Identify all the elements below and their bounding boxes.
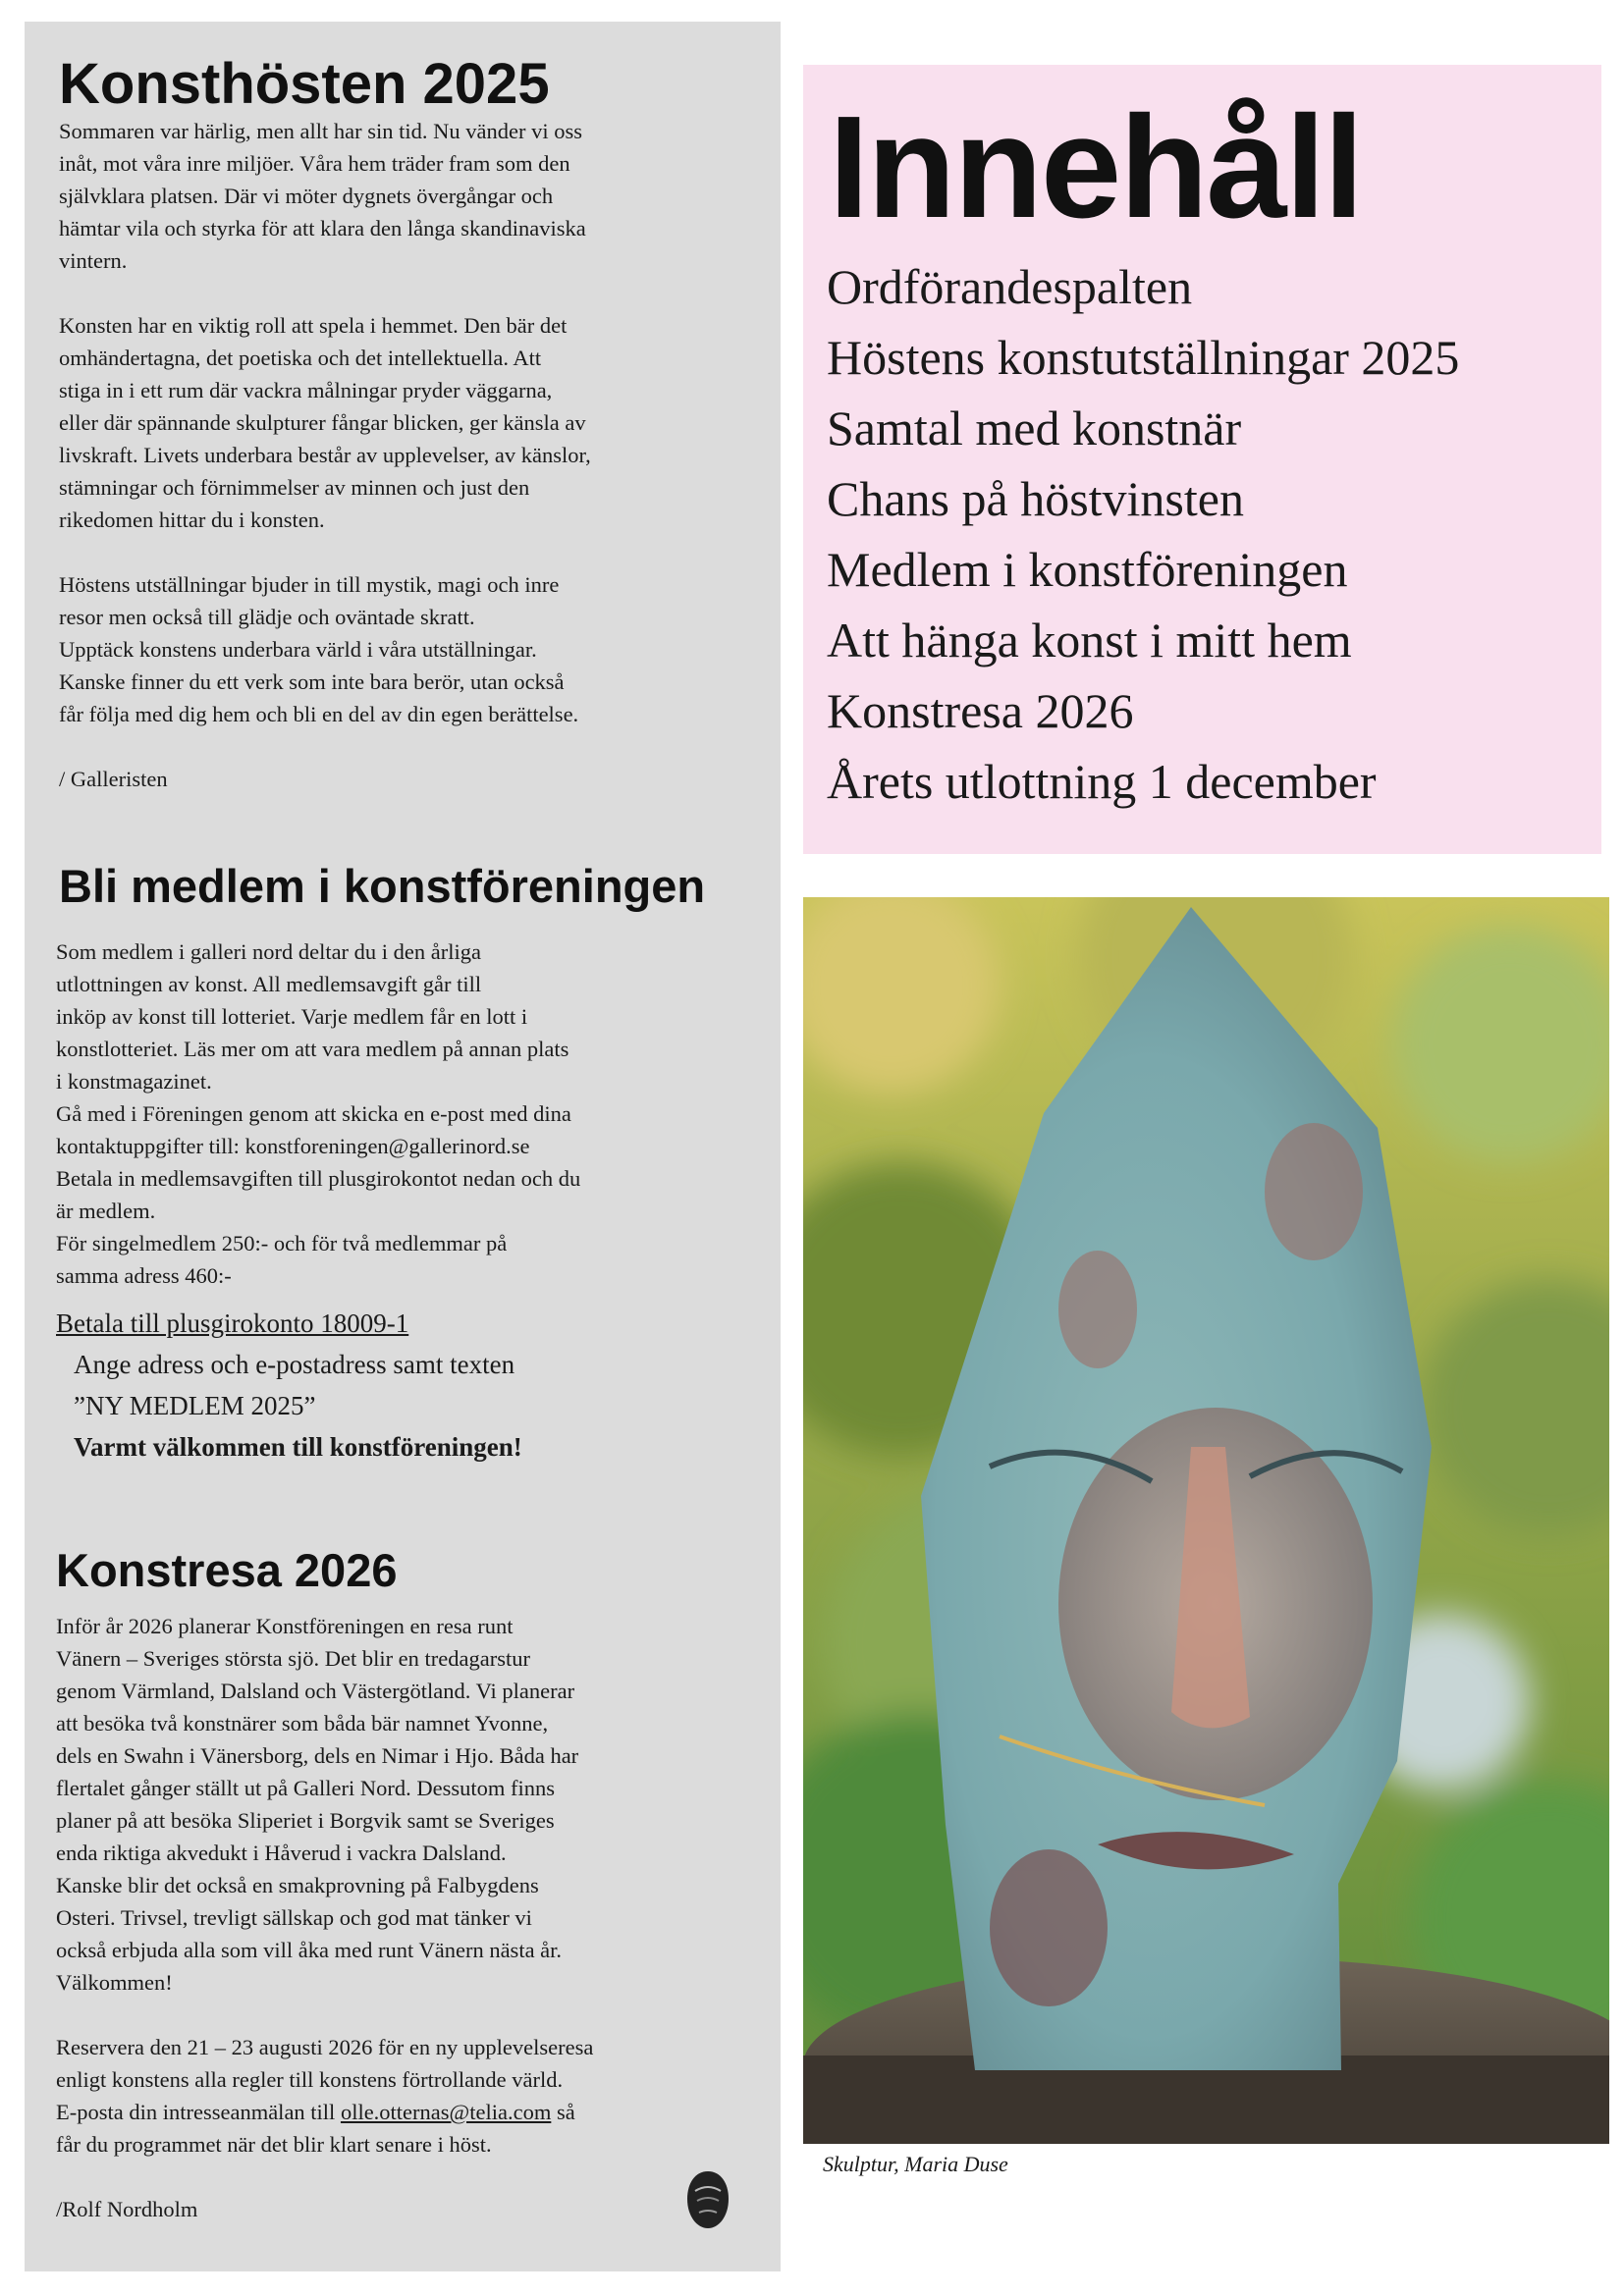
konstresa-paragraph-1 [56,1610,763,1999]
toc-item[interactable]: Samtal med konstnär [827,400,1242,455]
text-line: Konsten har en viktig roll att spela i hemmet. Den bär det [59,313,568,338]
text-line: rikedomen hittar du i konsten. [59,507,325,532]
text-line: Vänern – Sveriges största sjö. Det blir en tredagarstur [56,1646,530,1671]
text-line: dels en Swahn i Vänersborg, dels en Nimar i Hjo. Båda har [56,1743,579,1768]
text-line: inköp av konst till lotteriet. Varje medlem får en lott i [56,1004,528,1029]
text-line: enda riktiga akvedukt i Håverud i vackra Dalsland. [56,1841,507,1865]
konstresa-signature: /Rolf Nordholm [56,2197,198,2221]
text-line: får följa med dig hem och bli en del av din egen berättelse. [59,702,579,726]
medlem-paragraph [56,935,763,1292]
text-line: självklara platsen. Där vi möter dygnets övergångar och [59,184,554,208]
text-line: planer på att besöka Sliperiet i Borgvik samt se Sveriges [56,1808,555,1833]
text-line: resor men också till glädje och oväntade skratt. [59,605,475,629]
pay-instruction: Ange adress och e-postadress samt texten [74,1350,515,1379]
text-line: att besöka två konstnärer som båda bär namnet Yvonne, [56,1711,549,1735]
toc-item[interactable]: Årets utlottning 1 december [827,754,1377,809]
text-line: samma adress 460:- [56,1263,232,1288]
text-line: konstlotteriet. Läs mer om att vara medlem på annan plats [56,1037,569,1061]
text-line: kontaktuppgifter till: konstforeningen@gallerinord.se [56,1134,530,1158]
text-line: genom Värmland, Dalsland och Västergötland. Vi planerar [56,1679,575,1703]
text-line: Kanske finner du ett verk som inte bara berör, utan också [59,669,565,694]
text-line: också erbjuda alla som vill åka med runt Vänern nästa år. [56,1938,563,1962]
text-line: Inför år 2026 planerar Konstföreningen en resa runt [56,1614,514,1638]
text-line: För singelmedlem 250:- och för två medlemmar på [56,1231,508,1255]
text-line: Kanske blir det också en smakprovning på Falbygdens [56,1873,539,1897]
konstresa-last-line: får du programmet när det blir klart senare i höst. [56,2132,492,2157]
text-line: flertalet gånger ställt ut på Galleri Nord. Dessutom finns [56,1776,555,1800]
text-line: vintern. [59,248,128,273]
toc-item[interactable]: Ordförandespalten [827,259,1193,314]
toc-item[interactable]: Höstens konstutställningar 2025 [827,330,1460,385]
text-line: är medlem. [56,1199,156,1223]
payment-block [56,1303,743,1468]
email-link[interactable]: olle.otternas@telia.com [340,2100,552,2124]
konsthosten-paragraph-2 [59,309,766,536]
text-line: hämtar vila och styrka för att klara den långa skandinaviska [59,216,586,240]
text-line: Betala in medlemsavgiften till plusgirokontot nedan och du [56,1166,581,1191]
konsthosten-paragraph-3 [59,568,766,730]
konsthosten-paragraph-1 [59,115,766,277]
text-line: Höstens utställningar bjuder in till mystik, magi och inre [59,572,560,597]
pay-reference-text: ”NY MEDLEM 2025” [74,1391,316,1420]
sculpture-photo [803,897,1609,2144]
email-prefix: E-posta din intresseanmälan till [56,2100,341,2124]
text-line: Som medlem i galleri nord deltar du i den årliga [56,939,482,964]
text-line: Upptäck konstens underbara värld i våra utställningar. [59,637,537,662]
medlem-text [56,935,763,1292]
konstresa-text [56,1610,763,2161]
toc-title: Innehåll [829,86,1363,248]
toc-item[interactable]: Chans på höstvinsten [827,471,1244,526]
konsthosten-signature: / Galleristen [59,767,168,791]
text-line: eller där spännande skulpturer fångar blicken, ger känsla av [59,410,586,435]
medlem-title: Bli medlem i konstföreningen [59,860,706,912]
text-line: i konstmagazinet. [56,1069,212,1094]
konstresa-paragraph-2 [56,2031,763,2161]
welcome-text: Varmt välkommen till konstföreningen! [74,1432,522,1462]
text-line: livskraft. Livets underbara består av upplevelser, av känslor, [59,443,591,467]
text-line: Välkommen! [56,1970,173,1995]
konsthosten-text [59,115,766,795]
text-line: omhändertagna, det poetiska och det intellektuella. Att [59,346,542,370]
email-suffix: så [551,2100,575,2124]
toc-list [827,251,1459,817]
toc-panel [803,65,1601,854]
text-line: utlottningen av konst. All medlemsavgift går till [56,972,482,996]
text-line: Osteri. Trivsel, trevligt sällskap och god mat tänker vi [56,1905,532,1930]
text-line: enligt konstens alla regler till konstens förtrollande värld. [56,2067,564,2092]
konstresa-title: Konstresa 2026 [56,1544,398,1596]
photo-caption: Skulptur, Maria Duse [823,2152,1008,2176]
konsthosten-title: Konsthösten 2025 [59,52,550,116]
text-line: stämningar och förnimmelser av minnen och just den [59,475,530,500]
text-line: Sommaren var härlig, men allt har sin tid. Nu vänder vi oss [59,119,583,143]
text-line: Gå med i Föreningen genom att skicka en e-post med dina [56,1101,571,1126]
plusgiro-link[interactable]: Betala till plusgirokonto 18009-1 [56,1308,409,1338]
toc-item[interactable]: Konstresa 2026 [827,683,1134,738]
face-logo-icon [685,2169,731,2230]
toc-item[interactable]: Medlem i konstföreningen [827,542,1348,597]
text-line: Reservera den 21 – 23 augusti 2026 för en ny upplevelseresa [56,2035,594,2059]
text-line: inåt, mot våra inre miljöer. Våra hem träder fram som den [59,151,570,176]
text-line: stiga in i ett rum där vackra målningar pryder väggarna, [59,378,553,402]
toc-item[interactable]: Att hänga konst i mitt hem [827,613,1352,667]
